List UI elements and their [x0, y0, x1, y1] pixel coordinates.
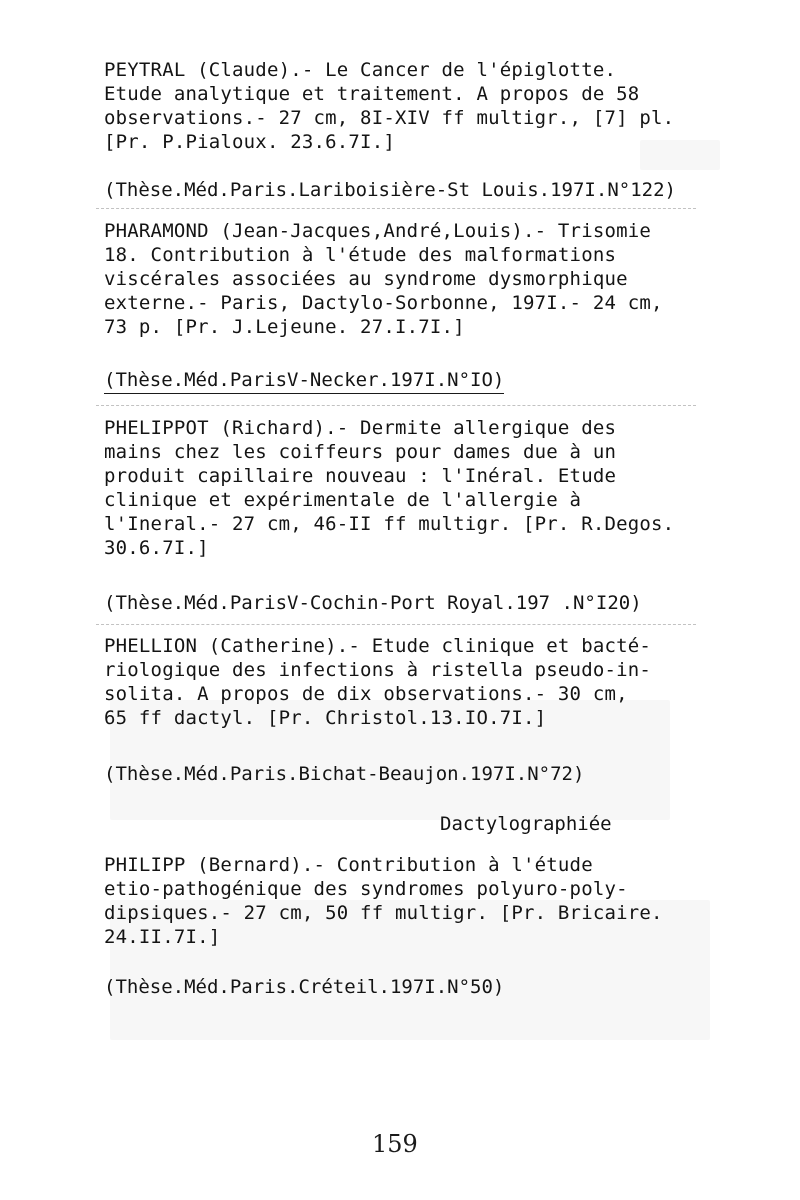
- entry-line: PHILIPP (Bernard).- Contribution à l'étude: [104, 854, 593, 876]
- entry-line: 30.6.7I.]: [104, 537, 209, 559]
- entry-line: mains chez les coiffeurs pour dames due à un: [104, 441, 617, 463]
- entry-line: produit capillaire nouveau : l'Inéral. Etude: [104, 465, 617, 487]
- entry-line: [Pr. P.Pialoux. 23.6.7I.]: [104, 131, 395, 153]
- entry-line: viscérales associées au syndrome dysmorphique: [104, 268, 628, 290]
- entry-line: l'Ineral.- 27 cm, 46-II ff multigr. [Pr. R.Degos.: [104, 513, 675, 535]
- separator-rule: [96, 208, 696, 209]
- thesis-reference: (Thèse.Méd.ParisV-Cochin-Port Royal.197 .N°I20): [104, 592, 642, 614]
- entry-line: 24.II.7I.]: [104, 926, 221, 948]
- entry-line: 65 ff dactyl. [Pr. Christol.13.IO.7I.]: [104, 707, 547, 729]
- separator-rule: [96, 405, 696, 406]
- entry-line: riologique des infections à ristella pseudo-in-: [104, 659, 652, 681]
- entry-line: solita. A propos de dix observations.- 30 cm,: [104, 683, 628, 705]
- separator-rule: [96, 624, 696, 625]
- entry-line: etio-pathogénique des syndromes polyuro-poly-: [104, 878, 628, 900]
- thesis-reference: (Thèse.Méd.Paris.Créteil.197I.N°50): [104, 976, 505, 998]
- thesis-reference: (Thèse.Méd.ParisV-Necker.197I.N°IO): [104, 368, 504, 394]
- entry-line: 18. Contribution à l'étude des malformations: [104, 244, 617, 266]
- entry-line: PHELLION (Catherine).- Etude clinique et bacté-: [104, 635, 652, 657]
- entry-line: PHARAMOND (Jean-Jacques,André,Louis).- Trisomie: [104, 220, 652, 242]
- entry-line: Etude analytique et traitement. A propos de 58: [104, 83, 640, 105]
- thesis-reference: (Thèse.Méd.Paris.Bichat-Beaujon.197I.N°72): [104, 763, 585, 785]
- entry-line: dipsiques.- 27 cm, 50 ff multigr. [Pr. Bricaire.: [104, 902, 663, 924]
- entry-line: PEYTRAL (Claude).- Le Cancer de l'épiglotte.: [104, 59, 617, 81]
- entry-line: PHELIPPOT (Richard).- Dermite allergique des: [104, 417, 617, 439]
- thesis-reference: (Thèse.Méd.Paris.Lariboisière-St Louis.197I.N°122): [104, 179, 676, 201]
- entry-line: 73 p. [Pr. J.Lejeune. 27.I.7I.]: [104, 316, 465, 338]
- typed-note: Dactylographiée: [440, 813, 612, 835]
- entry-line: clinique et expérimentale de l'allergie à: [104, 489, 582, 511]
- entry-line: observations.- 27 cm, 8I-XIV ff multigr., [7] pl.: [104, 107, 675, 129]
- page-number: 159: [372, 1130, 418, 1158]
- entry-line: externe.- Paris, Dactylo-Sorbonne, 197I.- 24 cm,: [104, 292, 663, 314]
- bleed-through-smudge: [640, 140, 720, 170]
